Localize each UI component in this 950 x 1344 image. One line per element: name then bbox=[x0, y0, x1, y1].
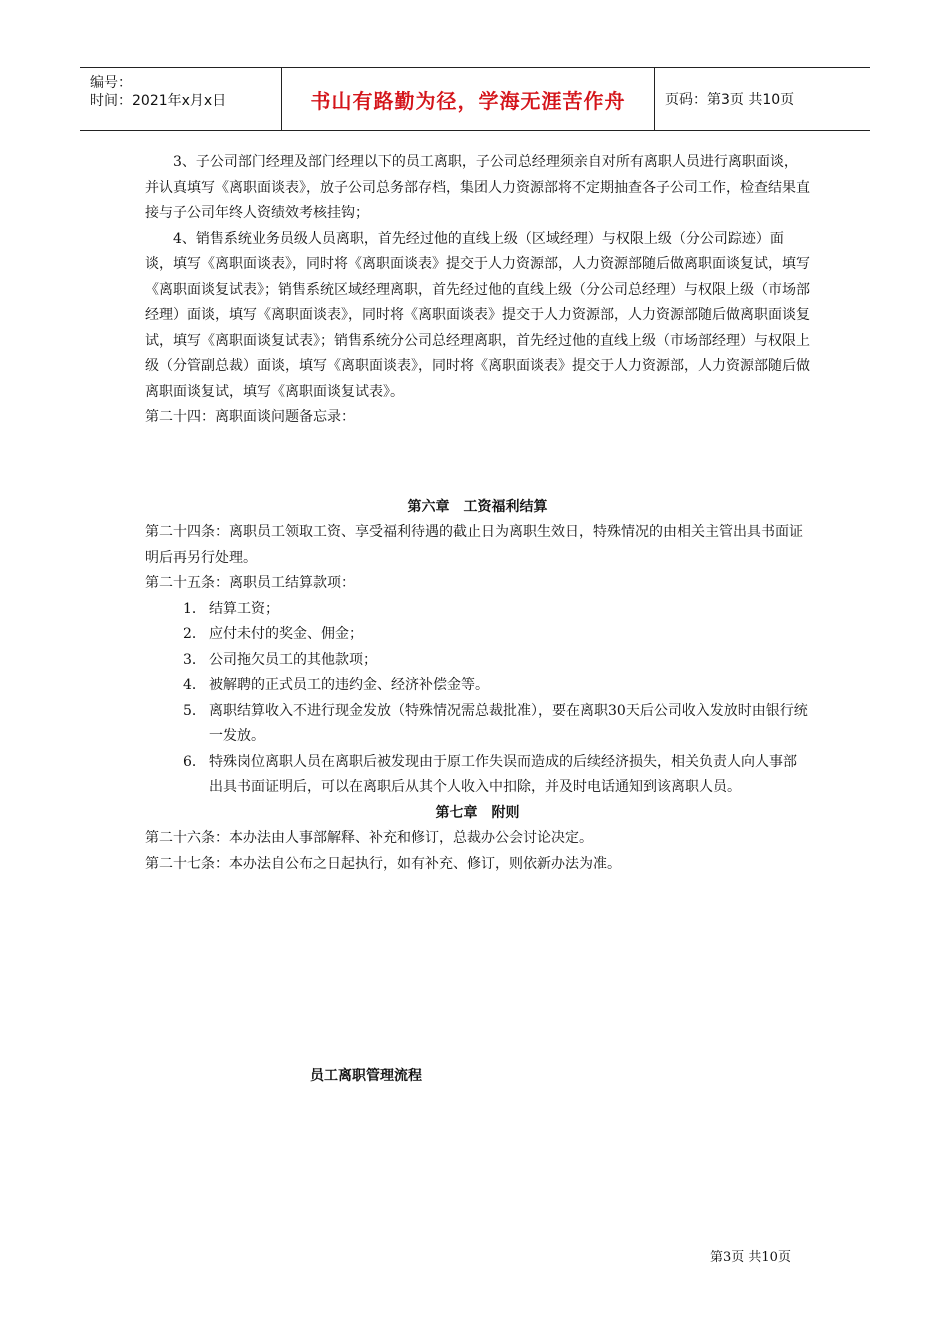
list-item bbox=[145, 597, 810, 623]
list-text: 特殊岗位离职人员在离职后被发现由于原工作失误而造成的后续经济损失，相关负责人向人事部出具书面证明后，可以在离职后从其个人收入中扣除，并及时电话通知到该离职人员。 bbox=[209, 753, 797, 795]
list-item bbox=[145, 699, 810, 750]
date-label: 时间：2021年x月x日 bbox=[90, 93, 227, 109]
header-meta bbox=[80, 68, 280, 130]
header-motto: 书山有路勤为径，学海无涯苦作舟 bbox=[310, 88, 626, 113]
list-number: 3． bbox=[183, 651, 206, 668]
list-text: 离职结算收入不进行现金发放（特殊情况需总裁批准），要在离职30天后公司收入发放时由银行统一发放。 bbox=[209, 702, 808, 744]
header-page-label: 页码：第3页 共10页 bbox=[665, 92, 795, 108]
list-number: 1． bbox=[183, 600, 206, 617]
chapter-6-title: 第六章 工资福利结算 bbox=[407, 498, 548, 515]
page-footer: 第3页 共10页 bbox=[710, 1250, 791, 1265]
list-item bbox=[145, 648, 810, 674]
document-body bbox=[145, 150, 810, 877]
list-item bbox=[145, 622, 810, 648]
spacer bbox=[145, 431, 810, 495]
chapter-7-title: 第七章 附则 bbox=[435, 804, 520, 821]
list-item bbox=[145, 750, 810, 801]
paragraph-3: 3、子公司部门经理及部门经理以下的员工离职，子公司总经理须亲自对所有离职人员进行离职面谈，并认真填写《离职面谈表》，放子公司总务部存档，集团人力资源部将不定期抽查各子公司工作，检查结果直接与子公司年终人资绩效考核挂钩； bbox=[145, 154, 810, 221]
list-number: 4． bbox=[183, 677, 206, 693]
paragraph-4: 4、销售系统业务员级人员离职，首先经过他的直线上级（区域经理）与权限上级（分公司踪迹）面谈，填写《离职面谈表》，同时将《离职面谈表》提交于人力资源部，人力资源部随后做离职面谈复试，填写《离职面谈复试表》；销售系统区域经理离职，首先经过他的直线上级（分公司总经理）与权限上级（市场部经理）面谈，填写《离职面谈表》，同时将《离职面谈表》提交于人力资源部，人力资源部随后做离职面谈复试，填写《离职面谈复试表》；销售系统分公司总经理离职，首先经过他的直线上级（市场部经理）与权限上级（分管副总裁）面谈，填写《离职面谈表》，同时将《离职面谈表》提交于人力资源部，人力资源部随后做离职面谈复试，填写《离职面谈复试表》。 bbox=[145, 230, 810, 400]
article-27: 第二十七条：本办法自公布之日起执行，如有补充、修订，则依新办法为准。 bbox=[145, 855, 621, 872]
article-24-memo: 第二十四：离职面谈问题备忘录： bbox=[145, 409, 355, 425]
flow-section-title: 员工离职管理流程 bbox=[310, 1068, 422, 1084]
list-number: 6． bbox=[183, 753, 206, 770]
article-25: 第二十五条：离职员工结算款项： bbox=[145, 575, 355, 591]
list-number: 5． bbox=[183, 702, 206, 719]
list-item bbox=[145, 673, 810, 699]
settlement-list bbox=[145, 597, 810, 801]
list-number: 2． bbox=[183, 626, 206, 642]
list-text: 公司拖欠员工的其他款项； bbox=[209, 651, 377, 668]
list-text: 被解聘的正式员工的违约金、经济补偿金等。 bbox=[209, 677, 489, 693]
list-text: 结算工资； bbox=[209, 600, 279, 617]
list-text: 应付未付的奖金、佣金； bbox=[209, 626, 363, 642]
article-26: 第二十六条：本办法由人事部解释、补充和修订，总裁办公会讨论决定。 bbox=[145, 830, 593, 846]
page-header bbox=[80, 67, 870, 131]
article-24: 第二十四条：离职员工领取工资、享受福利待遇的截止日为离职生效日，特殊情况的由相关主管出具书面证明后再另行处理。 bbox=[145, 524, 803, 566]
header-motto-cell bbox=[281, 68, 655, 130]
header-page-cell bbox=[655, 68, 870, 130]
serial-label: 编号： bbox=[90, 75, 132, 91]
